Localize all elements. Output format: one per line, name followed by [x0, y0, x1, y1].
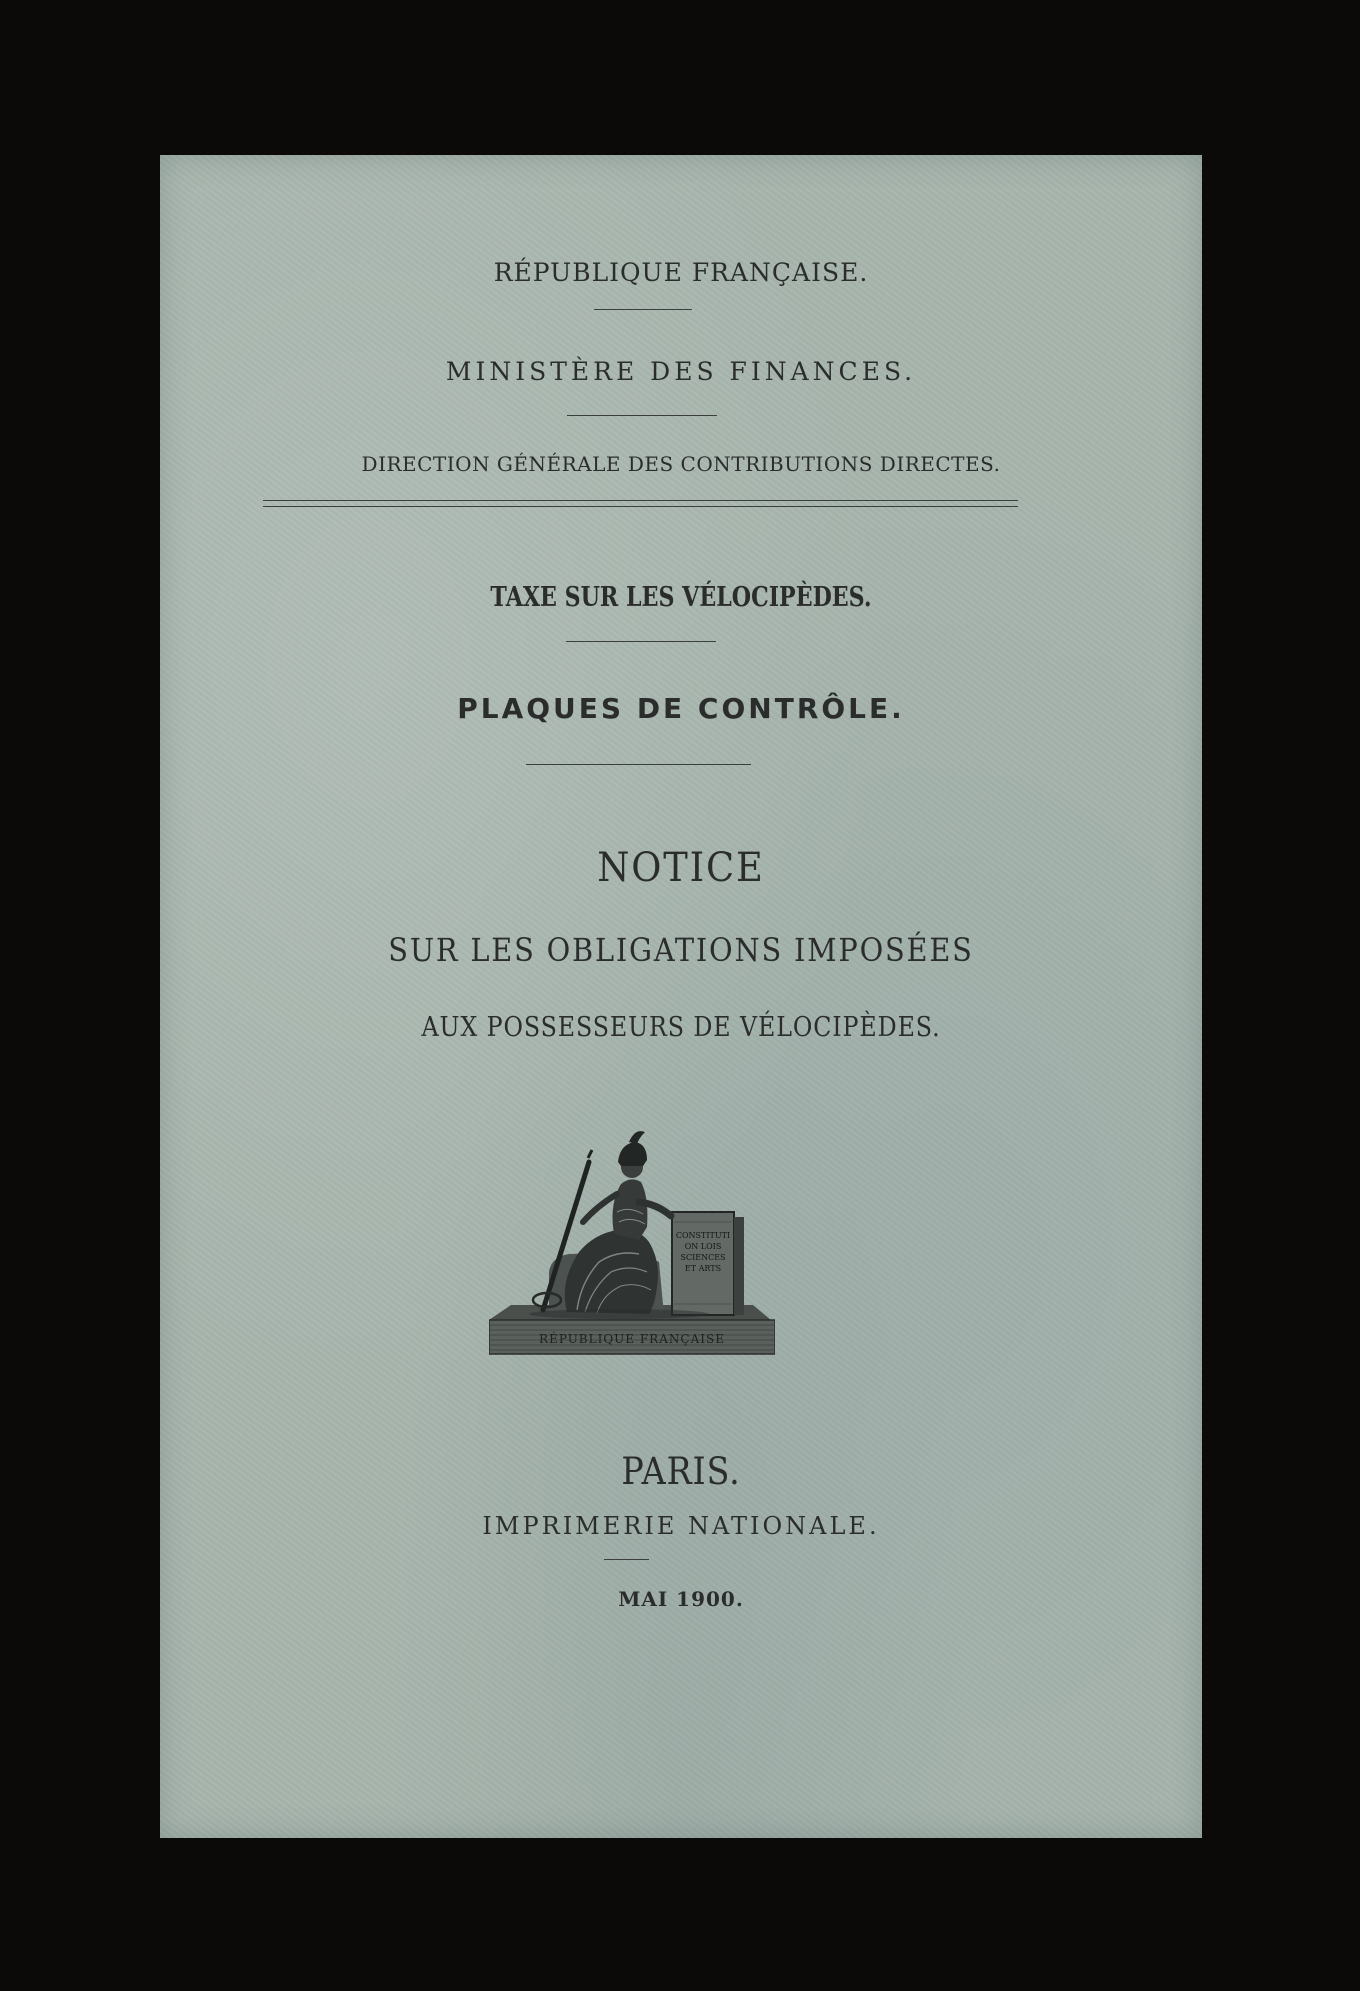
tax-title: TAXE SUR LES VÉLOCIPÈDES. — [490, 582, 872, 613]
date-label: MAI 1900. — [618, 1587, 744, 1611]
direction-heading: DIRECTION GÉNÉRALE DES CONTRIBUTIONS DIRECTES. — [361, 452, 1001, 476]
printer-label: IMPRIMERIE NATIONALE. — [482, 1512, 880, 1540]
republic-heading: RÉPUBLIQUE FRANÇAISE. — [493, 258, 869, 287]
divider-1 — [594, 309, 692, 310]
plates-title: PLAQUES DE CONTRÔLE. — [457, 692, 905, 725]
notice-title: NOTICE — [597, 845, 765, 891]
ministry-heading: MINISTÈRE DES FINANCES. — [445, 357, 917, 386]
double-rule-bottom — [263, 506, 1018, 507]
divider-5 — [604, 1559, 649, 1560]
city-label: PARIS. — [621, 1450, 741, 1493]
document-page — [160, 155, 1202, 1838]
seal-base-text: RÉPUBLIQUE FRANÇAISE — [539, 1332, 725, 1346]
divider-2 — [567, 415, 717, 416]
double-rule-top — [263, 500, 1018, 501]
notice-subtitle-2: AUX POSSESSEURS DE VÉLOCIPÈDES. — [421, 1012, 941, 1043]
divider-4 — [526, 764, 751, 765]
marianne-seal-icon — [489, 1122, 775, 1358]
notice-subtitle-1: SUR LES OBLIGATIONS IMPOSÉES — [388, 931, 974, 969]
seal-book-text: CONSTITUTION LOIS SCIENCES ET ARTS — [675, 1231, 731, 1273]
divider-3 — [566, 641, 716, 642]
